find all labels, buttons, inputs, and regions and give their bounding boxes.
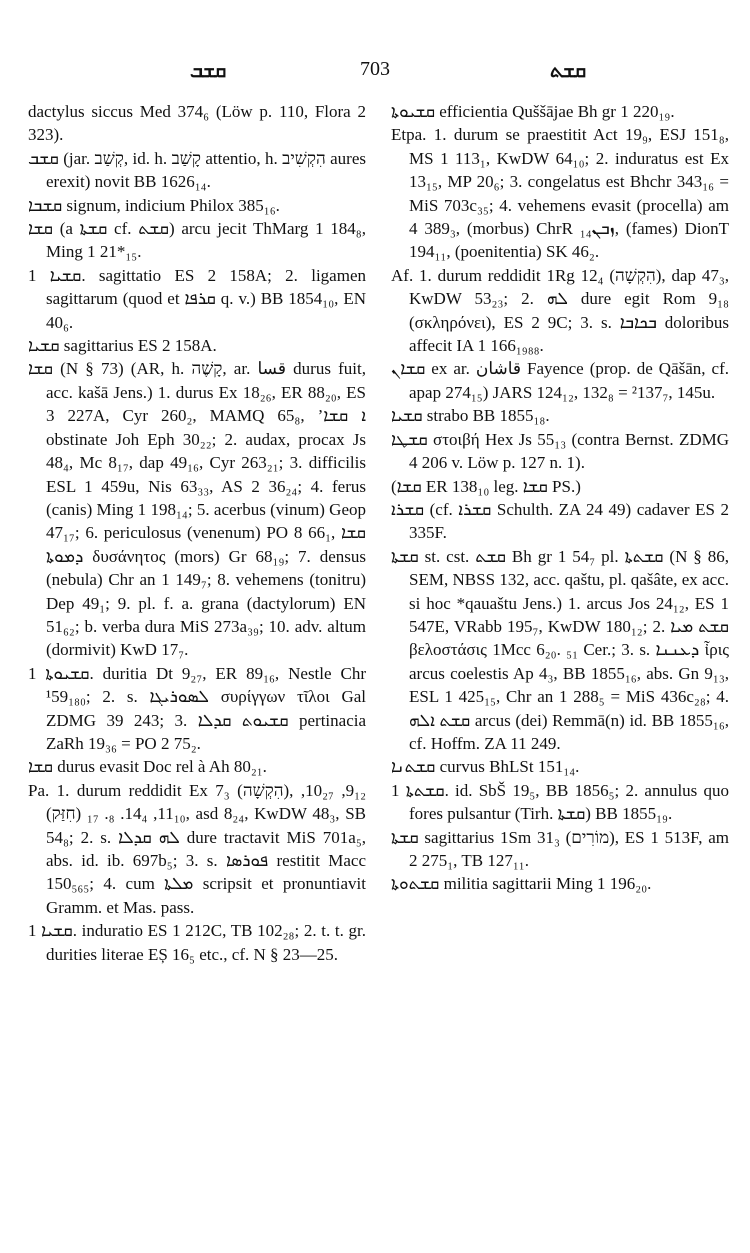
right-catchword: ܩܫܬ: [550, 60, 587, 82]
dictionary-entry: ܩܫܝܐ 1. sagittatio ES 2 158A; 2. ligamen sagittarum (quod et ܩܪܦܐ q. v.) BB 1854₁₀, EN 40₆.: [28, 265, 366, 332]
right-column: [391, 100, 729, 896]
dictionary-entry: ܩܫܪܐ (cf. ܩܫܪܐ Schulth. ZA 24 49) cadaver ES 2 335F.: [391, 499, 729, 543]
dictionary-entry: ܩܫܒܐ signum, indicium Philox 385₁₆.: [28, 195, 280, 215]
dictionary-entry: ܩܫܝܘܬܐ 1. duritia Dt 9₂₇, ER 89₁₆, Nestle Chr ¹59₁₈₀; 2. s. ܠܣܘܪܝܓܐ συρίγγων τῖλοι Gal ZDMG 39 243; 3. ܩܫܝܘܬ ܩܕܠܐ pertinacia ZaRh 19₃₆ = PO 2 75₂.: [28, 663, 367, 753]
dictionary-entry: ܩܫܬܘܬܐ militia sagittarii Ming 1 196₂₀.: [391, 874, 652, 894]
dictionary-entry: ܩܫܐ durus evasit Doc rel à Ah 80₂₁.: [28, 757, 267, 777]
dictionary-entry: ܩܫܐܢ ex ar. قاشان Fayence (prop. de Qāšān, cf. apap 274₁₅) JARS 124₁₂, 132₈ = ²137₇, 145u.: [391, 359, 729, 402]
dictionary-entry: ܩܫܬܐ sagittarius 1Sm 31₃ (מוֹרִים), ES 1 513F, am 2 275₁, TB 127₁₁.: [391, 827, 729, 870]
dictionary-entry: ܩܫܛܐ στοιβή Hex Js 55₁₃ (contra Bernst. ZDMG 4 206 v. Löw p. 127 n. 1).: [391, 429, 729, 473]
dictionary-entry: ܩܫܐ (N § 73) (AR, h. קָשֶׁה, ar. قسا durus fuit, acc. kašā Jens.) 1. durus Ex 18₂₆, ER 88₂₀, ES 3 227A, Cyr 260₂, MAMQ 65₈, ’ܐ ܩܫܐ obstinate Joh Eph 30₂₂; 2. audax, procax Js 48₄, Mc 8₁₇, dap 49₁₆, Cyr 263₂₁; 3. difficilis ESL 1 459u, Nis 63₃₃, AS 2 36₂₄; 4. ferus (canis) Ming 1 198₁₄; 5. acerbus (vinum) Geop 47₁₇; 6. periculosus (venenum) PO 8 66₁, ܩܫܐ ܕܡܘܬܐ δυσάνητος (mors) Gr 68₁₉; 7. densus (nebula) Chr an 1 149₇; 8. vehemens (tonitru) Dep 49₁; 9. pl. f. a. grana (dactylorum) EN 51₆₂; b. verba dura MiS 273a₃₉; 10. adv. altum (dormivit) KwD 17₇.: [28, 359, 366, 660]
dictionary-entry: ܩܫܬܬܐ 1. id. SbŠ 19₅, BB 1856₅; 2. annulus quo fores pulsantur (Tirh. ܩܫܬܐ) BB 1855₁₉.: [391, 780, 729, 824]
dictionary-entry: dactylus siccus Med 374₆ (Löw p. 110, Flora 2 323).: [28, 102, 366, 145]
dictionary-entry: ܩܫܝܘܬܐ efficientia Quššājae Bh gr 1 220₁₉.: [391, 102, 675, 121]
dictionary-entry: Etpa. 1. durum se praestitit Act 19₉, ESJ 151₈, MS 1 113₁, KwDW 64₁₀; 2. induratus est Ex 13₁₅, MP 20₆; 3. congelatus est Bhchr 343₁₆ = MiS 703c₃₅; 4. vehemens evasit (procella) am 4 389₃, (morbus) ChrR ܙܒܢ₁₄, (fames) DionT 194₁₁, (poenitentia) SK 46₂.: [391, 125, 729, 262]
dictionary-entry: Pa. 1. durum reddidit Ex 7₃ (הִקְשָׁה), 9₁₂, 10₂₇, 11₁₀, 14₄. ₈. ₁₇ (חִזַּק), asd 8₂₄, KwDW 48₃, SB 54₈; 2. s. ܠܗ ܩܕܠܐ dure tractavit MiS 701a₅, abs. id. ib. 697b₅; 3. s. ܦܘܪܣܐ restitit Macc 150₅₆₅; 4. cum ܡܠܬܐ scripsit et pronuntiavit Gramm. et Mas. pass.: [28, 780, 367, 917]
dictionary-entry: ܩܫܝܐ strabo BB 1855₁₈.: [391, 406, 550, 426]
dictionary-entry: ܩܫܝܐ 1. induratio ES 1 212C, TB 102₂₈; 2. t. t. gr. durities literae EȘ 16₅ etc., cf. N § 23—25.: [28, 921, 366, 964]
page-number: 703: [360, 58, 390, 80]
left-column: [28, 100, 366, 966]
dictionary-entry: ܩܫܬܐ st. cst. ܩܫܬ Bh gr 1 54₇ pl. ܩܫܬܬܐ (N § 86, SEM, NBSS 132, acc. qaštu, pl. qašâte, ex acc. si hoc *qauaštu Jens.) 1. arcus Jos 24₁₂, ES 1 547E, VRabb 195₇, KwDW 180₁₂; 2. ܩܫܬ ܡܝܐ βελοστάσις 1Mcc 6₂₀. ₅₁ Cer.; 3. s. ܕܥܢܢܐ ἶρις arcus coelestis Ap 4₃, BB 1855₁₆, abs. Gn 9₁₃, ESL 1 425₁₅, Chr an 1 288₅ = MiS 436c₂₈; 4. ܩܫܬ ܐܠܗ arcus (dei) Remmā(n) id. BB 1855₁₆, cf. Hoffm. ZA 11 249.: [391, 546, 729, 753]
page-header: [0, 58, 750, 88]
dictionary-entry: Af. 1. durum reddidit 1Rg 12₄ (הִקְשָׁה), dap 47₃, KwDW 53₂₃; 2. ܠܗ dure egit Rom 9₁₈ (σκληρόνει), ES 2 9C; 3. s. ܒܟܐܒܐ doloribus affecit IA 1 166₁₉₈₈.: [391, 265, 730, 356]
dictionary-entry: ܩܫܝܐ sagittarius ES 2 158A.: [28, 336, 217, 356]
dictionary-entry: (ܩܫܐ ER 138₁₀ leg. ܩܫܐ PS.): [391, 476, 581, 496]
dictionary-entry: ܩܫܬܢܐ curvus BhLSt 151₁₄.: [391, 757, 580, 777]
dictionary-entry: ܩܫܒ (jar. קְשַׁב, id. h. קָשַׁב attentio, h. הִקְשִׁיב aures erexit) novit BB 1626₁₄.: [28, 148, 366, 192]
dictionary-entry: ܩܫܐ (a ܩܫܬܐ cf. ܩܫܬ) arcu jecit ThMarg 1 184₈, Ming 1 21*₁₅.: [28, 219, 366, 262]
left-catchword: ܩܫܒ: [190, 60, 227, 82]
